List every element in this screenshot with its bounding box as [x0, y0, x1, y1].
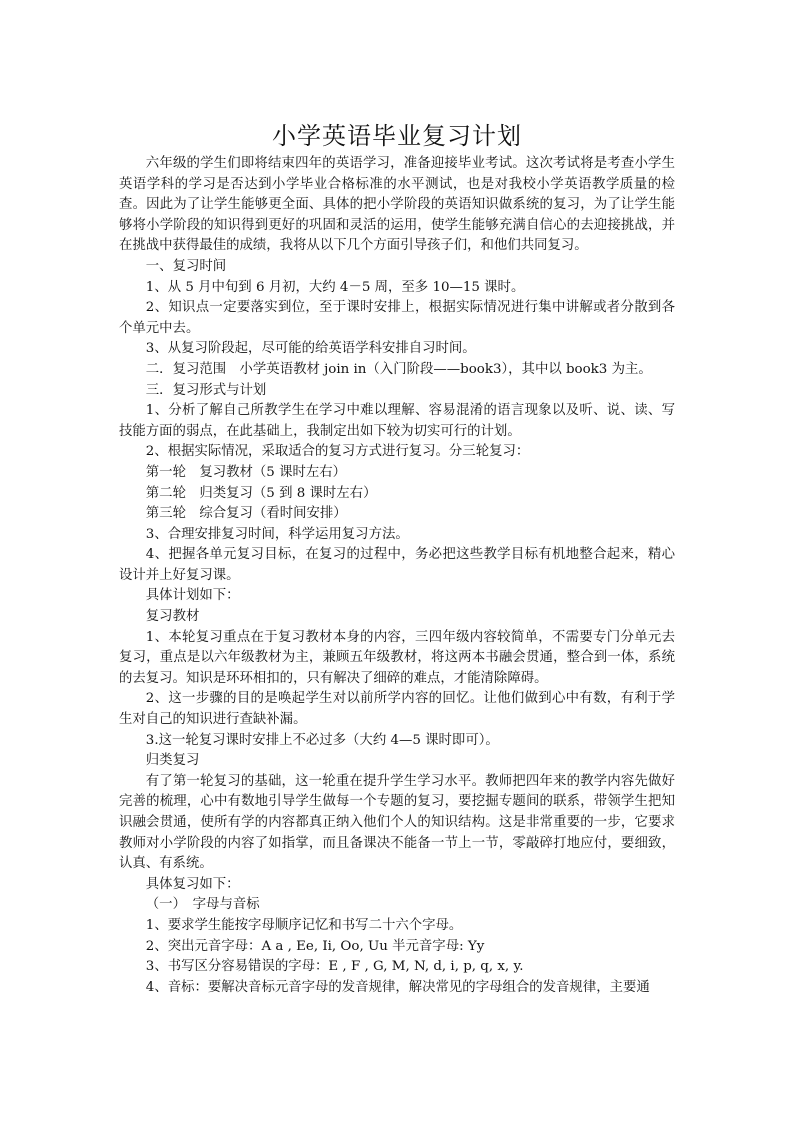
review-round-item: 第二轮 归类复习（5 到 8 课时左右）: [145, 485, 377, 501]
paragraph: 1、要求学生能按字母顺序记忆和书写二十六个字母。: [145, 917, 463, 933]
paragraph: 4、把握各单元复习目标，在复习的过程中，务必把这些教学目标有机地整合起来，精心设计并上好复习课。: [119, 547, 675, 583]
paragraph: 1、本轮复习重点在于复习教材本身的内容，三四年级内容较简单，不需要专门分单元去复习，重点是以六年级教材为主，兼顾五年级教材，将这两本书融会贯通，整合到一体，系统的去复习。知识是环环相扣的，只有解决了细碎的难点，才能清除障碍。: [119, 629, 675, 686]
paragraph: 2、知识点一定要落实到位，至于课时安排上，根据实际情况进行集中讲解或者分散到各个单元中去。: [119, 300, 675, 336]
document-title: 小学英语毕业复习计划: [272, 122, 522, 151]
subheading-letters-phonetics: （一） 字母与音标: [145, 897, 260, 913]
paragraph: 2、突出元音字母：A a , Ee, Ii, Oo, Uu 半元音字母: Yy: [145, 938, 485, 954]
paragraph: 2、这一步骤的目的是唤起学生对以前所学内容的回忆。让他们做到心中有数，有利于学生对自己的知识进行查缺补漏。: [119, 691, 675, 728]
subheading-textbook-review: 复习教材: [145, 609, 200, 625]
review-round-item: 第三轮 综合复习（看时间安排）: [145, 506, 347, 522]
section-heading-review-plan: 三．复习形式与计划: [145, 382, 267, 398]
paragraph: 1、从 5 月中旬到 6 月初，大约 4－5 周，至多 10—15 课时。: [145, 279, 525, 295]
paragraph: 4、音标：要解决音标元音字母的发音规律，解决常见的字母组合的发音规律，主要通: [145, 979, 650, 995]
document-body: [119, 154, 675, 998]
paragraph: 3、合理安排复习时间，科学运用复习方法。: [145, 526, 409, 542]
paragraph: 2、根据实际情况，采取适合的复习方式进行复习。分三轮复习：: [145, 444, 530, 460]
review-round-item: 第一轮 复习教材（5 课时左右）: [145, 464, 347, 480]
section-heading-review-scope: 二．复习范围 小学英语教材 join in（入门阶段——book3），其中以 book3 为主。: [145, 361, 652, 377]
paragraph: 3、书写区分容易错误的字母：E , F , G, M, N, d, i, p, q, x, y.: [145, 959, 524, 975]
subheading: 具体复习如下：: [145, 876, 240, 892]
subheading-category-review: 归类复习: [145, 753, 200, 769]
paragraph: 1、分析了解自己所教学生在学习中难以理解、容易混淆的语言现象以及听、说、读、写技能方面的弱点，在此基础上，我制定出如下较为切实可行的计划。: [119, 403, 675, 439]
section-heading-review-time: 一、复习时间: [145, 258, 227, 274]
paragraph: 3.这一轮复习课时安排上不必过多（大约 4—5 课时即可）。: [145, 732, 499, 748]
paragraph: 3、从复习阶段起，尽可能的给英语学科安排自习时间。: [145, 341, 476, 357]
subheading: 具体计划如下：: [145, 588, 240, 604]
intro-paragraph: 六年级的学生们即将结束四年的英语学习，准备迎接毕业考试。这次考试将是考查小学生英语学科的学习是否达到小学毕业合格标准的水平测试，也是对我校小学英语教学质量的检查。因此为了让学生能够更全面、具体的把小学阶段的英语知识做系统的复习，为了让学生能够将小学阶段的知识得到更好的巩固和灵活的运用，使学生能够充满自信心的去迎接挑战，并在挑战中获得最佳的成绩，我将从以下几个方面引导孩子们，和他们共同复习。: [119, 156, 675, 254]
paragraph: 有了第一轮复习的基础，这一轮重在提升学生学习水平。教师把四年来的教学内容先做好完善的梳理，心中有数地引导学生做每一个专题的复习，要挖掘专题间的联系，带领学生把知识融会贯通，使所有学的内容都真正纳入他们个人的知识结构。这是非常重要的一步，它要求教师对小学阶段的内容了如指掌，而且备课决不能备一节上一节，零敲碎打地应付，要细致，认真、有系统。: [119, 773, 675, 872]
